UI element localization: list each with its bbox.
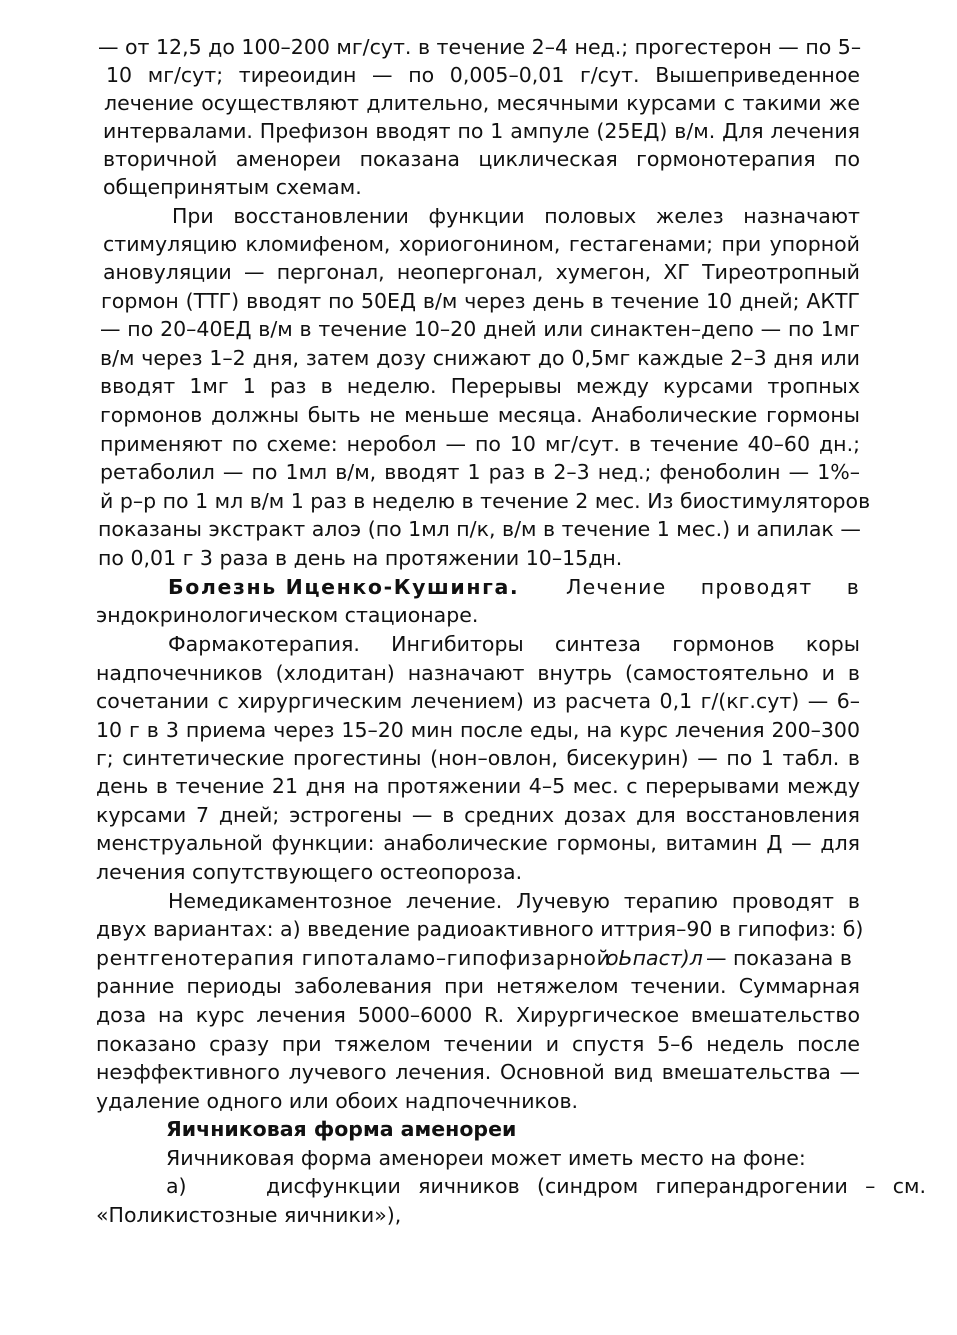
text-line: лечение осуществляют длительно, месячными курсами с такими же <box>104 91 860 115</box>
ocr-artifact-word: оЬпаст)л <box>606 946 703 970</box>
text-line: показано сразу при тяжелом течении и спустя 5–6 недель после <box>96 1032 860 1056</box>
text-line: день в течение 21 дня на протяжении 4–5 мес. с перерывами между <box>96 774 860 798</box>
text-line: — по 20–40ЕД в/м в течение 10–20 дней или синактен–депо — по 1мг <box>100 317 860 341</box>
text-line: ранние периоды заболевания при нетяжелом течении. Суммарная <box>96 974 860 998</box>
text-line: гормонов должны быть не меньше месяца. Анаболические гормоны <box>100 403 860 427</box>
text-line: неэффективного лучевого лечения. Основной вид вмешательства — <box>96 1060 860 1084</box>
text-line: лечения сопутствующего остеопороза. <box>96 860 523 884</box>
text-line: применяют по схеме: неробол — по 10 мг/сут. в течение 40–60 дн.; <box>100 432 860 456</box>
text-line: «Поликистозные яичники»), <box>96 1203 402 1227</box>
text-line: 10 мг/сут; тиреоидин — по 0,005–0,01 г/сут. Вышеприведенное <box>106 63 860 87</box>
text-line: показаны экстракт алоэ (по 1мл п/к, в/м в течение 1 мес.) и апилак — <box>98 517 861 541</box>
text-line: дисфункции яичников (синдром гиперандрогении – см. <box>266 1174 926 1198</box>
text-line: общепринятым схемам. <box>103 175 362 199</box>
text-line: ретаболил — по 1мл в/м, вводят 1 раз в 2–3 нед.; феноболин — 1%– <box>100 460 860 484</box>
text-line: по 0,01 г 3 раза в день на протяжении 10–15дн. <box>98 546 623 570</box>
text-line: Немедикаментозное лечение. Лучевую терапию проводят в <box>168 889 860 913</box>
text-line: курсами 7 дней; эстрогены — в средних дозах для восстановления <box>96 803 860 827</box>
text-line: 10 г в 3 приема через 15–20 мин после еды, на курс лечения 200–300 <box>96 718 860 742</box>
text-line: ановуляции — пергонал, неопергонал, хумегон, ХГ Тиреотропный <box>103 260 860 284</box>
text-line: надпочечников (хлодитан) назначают внутрь (самостоятельно и в <box>96 661 860 685</box>
text-line: эндокринологическом стационаре. <box>96 603 479 627</box>
text-line: Фармакотерапия. Ингибиторы синтеза гормонов коры <box>168 632 860 656</box>
text-line: вторичной аменореи показана циклическая гормонотерапия по <box>103 147 860 171</box>
text-line: сочетании с хирургическим лечением) из расчета 0,1 г/(кг.сут) — 6– <box>96 689 860 713</box>
text-line: двух вариантах: а) введение радиоактивного иттрия–90 в гипофиз: б) <box>96 917 864 941</box>
text-line: гормон (ТТГ) вводят по 50ЕД в/м через день в течение 10 дней; АКТГ <box>101 289 860 313</box>
text-line: — показана в <box>706 946 852 970</box>
list-marker: а) <box>166 1174 187 1198</box>
text-line: вводят 1мг 1 раз в неделю. Перерывы между курсами тропных <box>100 374 860 398</box>
text-line: й р–р по 1 мл в/м 1 раз в неделю в течение 2 мес. Из биостимуляторов <box>100 489 871 513</box>
section-heading: Яичниковая форма аменореи <box>166 1117 517 1141</box>
text-line: Яичниковая форма аменореи может иметь место на фоне: <box>166 1146 806 1170</box>
text-line: рентгенотерапия гипоталамо–гипофизарной <box>96 946 611 970</box>
text-line: менструальной функции: анаболические гормоны, витамин Д — для <box>96 831 860 855</box>
text-line: в/м через 1–2 дня, затем дозу снижают до 0,5мг каждые 2–3 дня или <box>100 346 860 370</box>
section-heading: Болезнь Иценко-Кушинга. <box>168 575 520 599</box>
text-line: При восстановлении функции половых желез назначают <box>172 204 860 228</box>
text-line: интервалами. Префизон вводят по 1 ампуле (25ЕД) в/м. Для лечения <box>103 119 860 143</box>
text-line: Лечение проводят в <box>566 575 860 599</box>
text-line: г; синтетические прогестины (нон–овлон, бисекурин) — по 1 табл. в <box>96 746 860 770</box>
text-line: доза на курс лечения 5000–6000 R. Хирургическое вмешательство <box>96 1003 860 1027</box>
text-line: удаление одного или обоих надпочечников. <box>96 1089 579 1113</box>
text-line: стимуляцию кломифеном, хориогонином, гестагенами; при упорной <box>103 232 860 256</box>
text-line: — от 12,5 до 100–200 мг/сут. в течение 2–4 нед.; прогестерон — по 5– <box>98 35 862 59</box>
